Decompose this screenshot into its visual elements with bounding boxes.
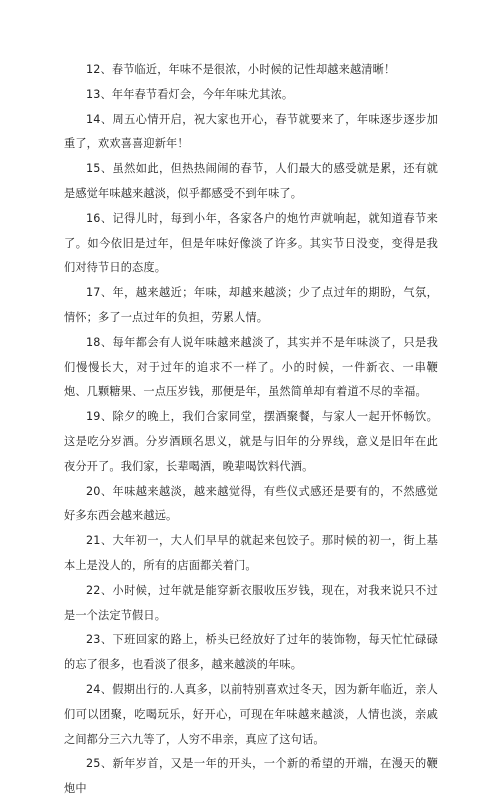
paragraph-23: 23、下班回家的路上，桥头已经放好了过年的装饰物，每天忙忙碌碌的忘了很多，也看淡了很多，越来越淡的年味。: [64, 633, 438, 672]
paragraph-12: 12、春节临近，年味不是很浓，小时候的记性却越来越清晰！: [86, 63, 396, 76]
paragraph-25: 25、新年岁首，又是一年的开头，一个新的希望的开端，在漫天的鞭炮中: [64, 757, 438, 796]
paragraph-21: 21、大年初一，大人们早早的就起来包饺子。那时候的初一，街上基本上是没人的，所有的店面都关着门。: [64, 534, 438, 572]
document-page: [64, 58, 438, 802]
paragraph-22: 22、小时候，过年就是能穿新衣服收压岁钱，现在，对我来说只不过是一个法定节假日。: [64, 583, 438, 622]
paragraph-16: 16、记得儿时，每到小年，各家各户的炮竹声就响起，就知道春节来了。如今依旧是过年，但是年味好像淡了许多。其实节日没变，变得是我们对待节日的态度。: [64, 211, 438, 275]
paragraph-24: 24、假期出行的.人真多，以前特别喜欢过冬天，因为新年临近，亲人们可以团聚，吃喝玩乐，好开心，可现在年味越来越淡，人情也淡，亲戚之间都分三六九等了，人穷不串亲，真应了这句话。: [64, 682, 438, 746]
paragraph-18: 18、每年都会有人说年味越来越淡了，其实并不是年味淡了，只是我们慢慢长大，对于过年的追求不一样了。小的时候，一件新衣、一串鞭炮、几颗糖果、一点压岁钱，那便是年，虽然简单却有着道不尽的幸福。: [64, 335, 438, 399]
paragraph-13: 13、年年春节看灯会，今年年味尤其浓。: [86, 87, 294, 101]
paragraph-17: 17、年，越来越近；年味，却越来越淡；少了点过年的期盼，气氛，情怀；多了一点过年的负担，劳累人情。: [64, 286, 438, 324]
paragraph-19: 19、除夕的晚上，我们合家同堂，摆酒聚餐，与家人一起开怀畅饮。这是吃分岁酒。分岁酒顾名思义，就是与旧年的分界线，意义是旧年在此夜分开了。我们家，长辈喝酒，晚辈喝饮料代酒。: [64, 410, 438, 473]
paragraph-20: 20、年味越来越淡，越来越觉得，有些仪式感还是要有的，不然感觉好多东西会越来越远。: [64, 484, 438, 523]
paragraph-15: 15、虽然如此，但热热闹闹的春节，人们最大的感受就是累，还有就是感觉年味越来越淡，似乎都感受不到年味了。: [64, 162, 438, 200]
paragraph-14: 14、周五心情开启，祝大家也开心，春节就要来了，年味逐步逐步加重了，欢欢喜喜迎新年！: [64, 112, 438, 151]
